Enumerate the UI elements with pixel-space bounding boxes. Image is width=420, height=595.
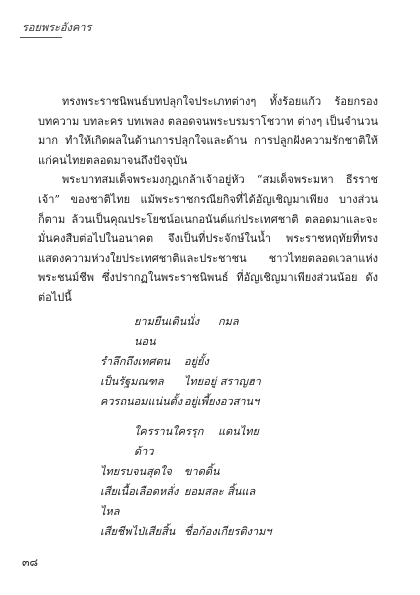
verse-second-half: แดนไทย bbox=[218, 424, 259, 438]
verse-first-half: เสียเนื้อเลือดหลั่งไหล bbox=[100, 484, 179, 518]
prose-section bbox=[38, 92, 378, 308]
verse-first-half: ใครรานใครรุกด้าว bbox=[134, 424, 204, 458]
verse-line bbox=[38, 462, 378, 482]
verse-first-half: ควรถนอมแน่นตั้ง bbox=[100, 394, 183, 408]
verse-second-half: ยอมสละ สิ้นแล bbox=[184, 484, 256, 498]
paragraph: ทรงพระราชนิพนธ์บทปลุกใจประเภทต่างๆ ทั้งร้อยแก้ว ร้อยกรอง บทความ บทละคร บทเพลง ตลอดจนพระบรมราโชวาท ต่างๆ เป็นจำนวนมาก ทำให้เกิดผลในด้านการปลุกใจและด้าน การปลูกฝังความรักชาติให้แก่คนไทยตลอดมาจนถึงปัจจุบัน bbox=[38, 95, 378, 167]
poem-stanza bbox=[38, 422, 378, 542]
verse-line bbox=[38, 522, 378, 542]
verse-line bbox=[38, 352, 378, 372]
verse-second-half: อยู่เพี้ยงอวสานฯ bbox=[184, 394, 260, 408]
header-rule bbox=[20, 37, 62, 38]
verse-second-half: ขาดดิ้น bbox=[184, 464, 220, 478]
page-number: ๓๘ bbox=[22, 556, 39, 569]
verse-first-half: ยามยืนเดินนั่งนอน bbox=[134, 314, 200, 348]
paragraph: พระบาทสมเด็จพระมงกุฎเกล้าเจ้าอยู่หัว “สมเด็จพระมหา ธีรราชเจ้า” ของชาติไทย แม้พระราชกรณียกิจที่ได้อัญเชิญมาเพียง บางส่วนก็ตาม ล้วนเป็นคุณประโยชน์อเนกอนันต์แก่ประเทศชาติ ตลอดมาและจะมั่นคงสืบต่อไปในอนาคต จึงเป็นที่ประจักษ์ในน้ำ พระราชหฤทัยที่ทรงแสดงความห่วงใยประเทศชาติและประชาชน ชาวไทยตลอดเวลาแห่งพระชนม์ชีพ ซึ่งปรากฏในพระราชนิพนธ์ ที่อัญเชิญมาเพียงส่วนน้อย ดังต่อไปนี้ bbox=[38, 173, 378, 304]
verse-line bbox=[38, 422, 378, 462]
verse-first-half: รำลึกถึงเทศตน bbox=[100, 354, 171, 368]
verse-second-half: ชื่อก้องเกียรติงามฯ bbox=[184, 524, 272, 538]
verse-first-half: เป็นรัฐมณฑล bbox=[100, 374, 164, 388]
verse-line bbox=[38, 482, 378, 522]
running-header: รอยพระอังคาร bbox=[22, 21, 92, 34]
poem bbox=[38, 312, 378, 542]
poem-stanza bbox=[38, 312, 378, 412]
page-body bbox=[38, 92, 378, 552]
verse-line bbox=[38, 312, 378, 352]
verse-line bbox=[38, 372, 378, 392]
verse-first-half: ไทยรบจนสุดใจ bbox=[100, 464, 172, 478]
verse-second-half: กมล bbox=[218, 314, 239, 328]
verse-first-half: เสียชีพไป่เสียสิ้น bbox=[100, 524, 176, 538]
verse-line bbox=[38, 392, 378, 412]
verse-second-half: อยู่ยั้ง bbox=[184, 354, 209, 368]
verse-second-half: ไทยอยู่ สราญฮา bbox=[184, 374, 261, 388]
